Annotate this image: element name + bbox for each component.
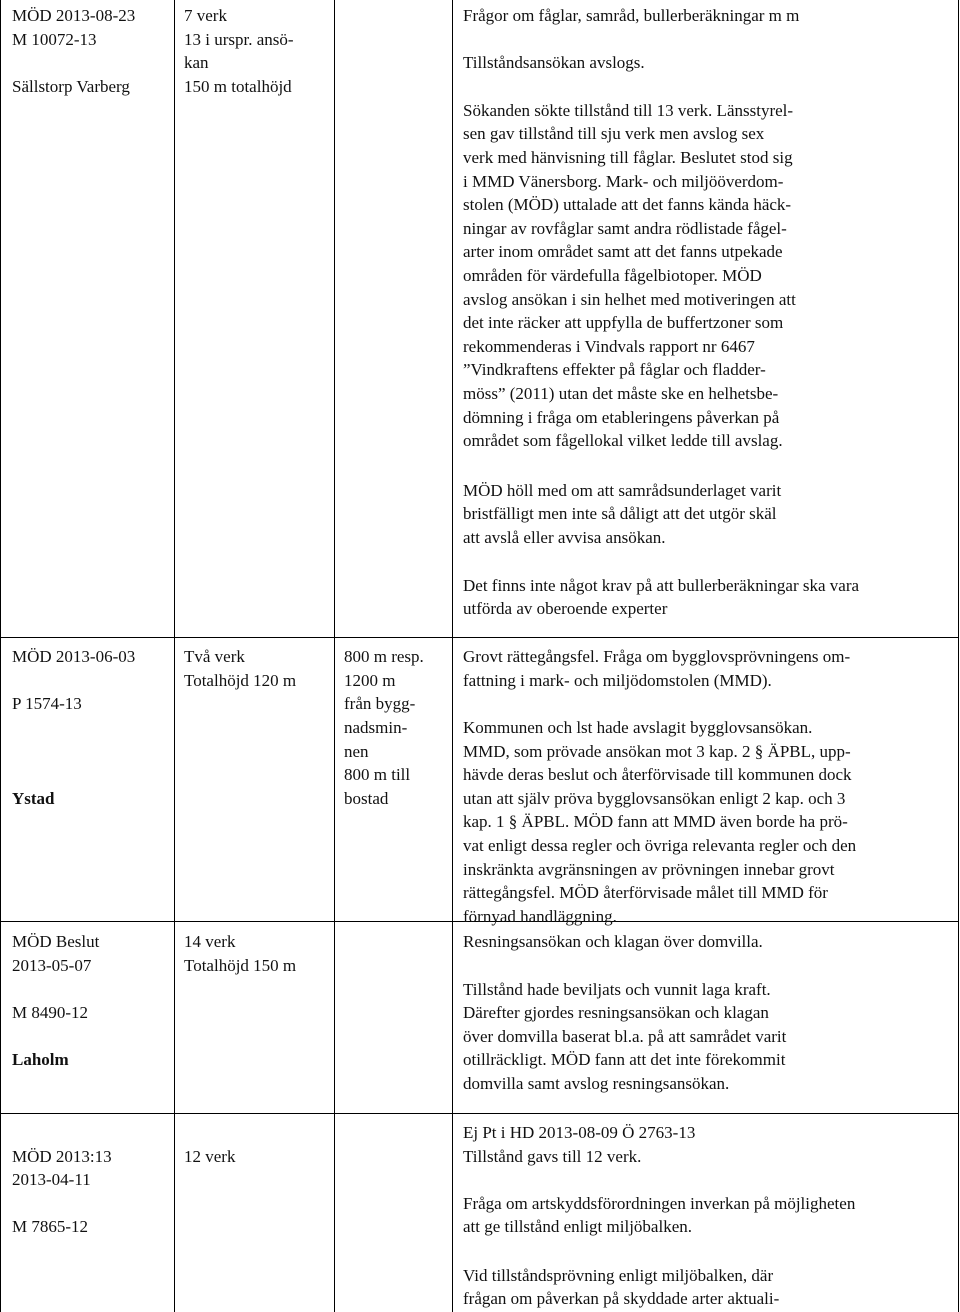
- text-line: stolen (MÖD) uttalade att det fanns kända häck-: [463, 195, 792, 214]
- text-line: att ge tillstånd enligt miljöbalken.: [463, 1217, 692, 1236]
- turbine-count-r1: 7 verk: [184, 6, 227, 25]
- case-date-r1: MÖD 2013-08-23: [12, 6, 136, 25]
- text-line: rekommenderas i Vindvals rapport nr 6467: [463, 337, 755, 356]
- distance-line: 800 m till: [344, 765, 411, 784]
- text-line: vat enligt dessa regler och övriga relevanta regler och den: [463, 836, 857, 855]
- case-date-r4: 2013-04-11: [12, 1170, 91, 1189]
- distance-line: nen: [344, 742, 369, 761]
- text-line: Tillståndsansökan avslogs.: [463, 53, 645, 72]
- text-line: området som fågellokal vilket ledde till avslag.: [463, 431, 783, 450]
- text-line: bristfälligt men inte så dåligt att det utgör skäl: [463, 504, 777, 523]
- text-line: Det finns inte något krav på att bullerberäkningar ska vara: [463, 576, 860, 595]
- turbine-height-r2: Totalhöjd 120 m: [184, 671, 297, 690]
- turbine-note-r1-a: 13 i urspr. ansö-: [184, 30, 294, 49]
- column-divider-1: [174, 0, 175, 1312]
- table-border-right: [958, 0, 959, 1312]
- text-line: Sökanden sökte tillstånd till 13 verk. Länsstyrel-: [463, 101, 794, 120]
- distance-line: nadsmin-: [344, 718, 408, 737]
- text-line: över domvilla baserat bl.a. på att samrådet varit: [463, 1027, 787, 1046]
- text-line: MÖD höll med om att samrådsunderlaget varit: [463, 481, 782, 500]
- row-divider-1: [0, 637, 959, 638]
- text-line: fattning i mark- och miljödomstolen (MMD).: [463, 671, 772, 690]
- case-number-r3: M 8490-12: [12, 1003, 89, 1022]
- text-line: Resningsansökan och klagan över domvilla.: [463, 932, 763, 951]
- table-border-left: [0, 0, 1, 1312]
- turbine-height-r1: 150 m totalhöjd: [184, 77, 292, 96]
- case-place-r2: Ystad: [12, 789, 55, 808]
- text-line: inskränkta avgränsningen av prövningen innebar grovt: [463, 860, 835, 879]
- text-line: Tillstånd gavs till 12 verk.: [463, 1147, 642, 1166]
- text-line: verk med hänvisning till fåglar. Beslutet stod sig: [463, 148, 793, 167]
- distance-line: från bygg-: [344, 694, 416, 713]
- text-line: förnyad handläggning.: [463, 907, 617, 926]
- text-line: att avslå eller avvisa ansökan.: [463, 528, 666, 547]
- row-divider-3: [0, 1113, 959, 1114]
- column-divider-3: [452, 0, 453, 1312]
- text-line: Tillstånd hade beviljats och vunnit laga kraft.: [463, 980, 771, 999]
- text-line: utan att själv pröva bygglovsansökan enligt 2 kap. och 3: [463, 789, 846, 808]
- turbine-height-r3: Totalhöjd 150 m: [184, 956, 297, 975]
- distance-line: 800 m resp.: [344, 647, 424, 666]
- text-line: MMD, som prövade ansökan mot 3 kap. 2 § ÄPBL, upp-: [463, 742, 851, 761]
- distance-line: 1200 m: [344, 671, 396, 690]
- text-line: hävde deras beslut och återförvisade till kommunen dock: [463, 765, 852, 784]
- turbine-count-r4: 12 verk: [184, 1147, 236, 1166]
- column-divider-2: [334, 0, 335, 1312]
- text-line: Frågor om fåglar, samråd, bullerberäkningar m m: [463, 6, 800, 25]
- text-line: domvilla samt avslog resningsansökan.: [463, 1074, 730, 1093]
- turbine-count-r2: Två verk: [184, 647, 245, 666]
- text-line: avslog ansökan i sin helhet med motiveringen att: [463, 290, 796, 309]
- text-line: arter inom området samt att det fanns utpekade: [463, 242, 783, 261]
- text-line: ningar av rovfåglar samt andra rödlistade fågel-: [463, 219, 787, 238]
- text-line: Ej Pt i HD 2013-08-09 Ö 2763-13: [463, 1123, 696, 1142]
- text-line: i MMD Vänersborg. Mark- och miljööverdom-: [463, 172, 784, 191]
- case-type-r3: MÖD Beslut: [12, 932, 100, 951]
- text-line: Kommunen och lst hade avslagit bygglovsansökan.: [463, 718, 813, 737]
- text-line: Vid tillståndsprövning enligt miljöbalken, där: [463, 1266, 774, 1285]
- text-line: områden för värdefulla fågelbiotoper. MÖD: [463, 266, 762, 285]
- text-line: utförda av oberoende experter: [463, 599, 668, 618]
- text-line: Grovt rättegångsfel. Fråga om bygglovsprövningens om-: [463, 647, 851, 666]
- text-line: rättegångsfel. MÖD återförvisade målet till MMD för: [463, 883, 828, 902]
- text-line: sen gav tillstånd till sju verk men avslog sex: [463, 124, 765, 143]
- turbine-note-r1-b: kan: [184, 53, 209, 72]
- case-date-r2: MÖD 2013-06-03: [12, 647, 136, 666]
- text-line: Fråga om artskyddsförordningen inverkan på möjligheten: [463, 1194, 856, 1213]
- case-number-r4: M 7865-12: [12, 1217, 89, 1236]
- turbine-count-r3: 14 verk: [184, 932, 236, 951]
- text-line: det inte räcker att uppfylla de buffertzoner som: [463, 313, 784, 332]
- case-date-r3: 2013-05-07: [12, 956, 92, 975]
- text-line: kap. 1 § ÄPBL. MÖD fann att MMD även borde ha prö-: [463, 812, 848, 831]
- case-number-r2: P 1574-13: [12, 694, 82, 713]
- text-line: frågan om påverkan på skyddade arter aktuali-: [463, 1289, 780, 1308]
- case-number-r1: M 10072-13: [12, 30, 97, 49]
- text-line: möss” (2011) utan det måste ske en helhetsbe-: [463, 384, 779, 403]
- case-place-r3: Laholm: [12, 1050, 69, 1069]
- text-line: dömning i fråga om etableringens påverkan på: [463, 408, 780, 427]
- case-place-r1: Sällstorp Varberg: [12, 77, 130, 96]
- text-line: otillräckligt. MÖD fann att det inte förekommit: [463, 1050, 786, 1069]
- text-line: Därefter gjordes resningsansökan och klagan: [463, 1003, 769, 1022]
- text-line: ”Vindkraftens effekter på fåglar och fladder-: [463, 360, 766, 379]
- case-ref-r4: MÖD 2013:13: [12, 1147, 112, 1166]
- distance-line: bostad: [344, 789, 389, 808]
